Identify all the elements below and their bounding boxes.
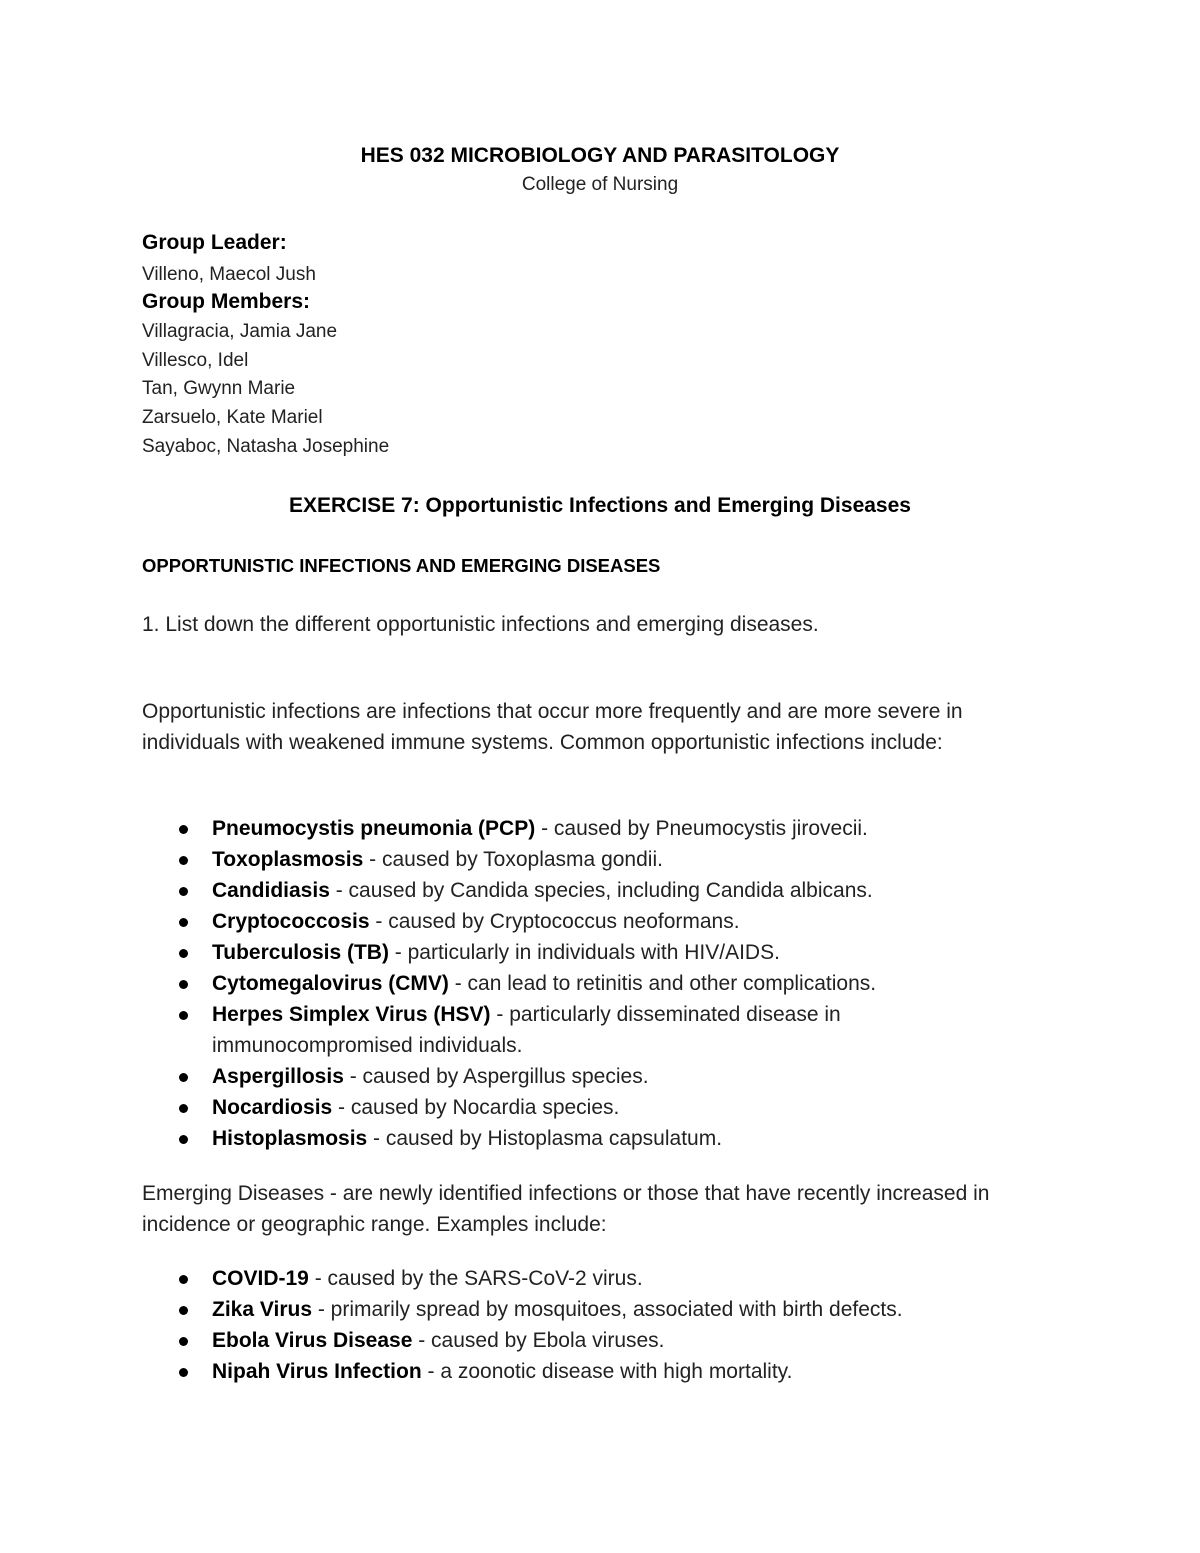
group-members-label: Group Members: xyxy=(142,290,311,313)
group-member: Zarsuelo, Kate Mariel xyxy=(142,407,323,429)
bullet-icon xyxy=(179,1011,188,1020)
item-term: Cryptococcosis xyxy=(212,910,370,933)
bullet-icon xyxy=(179,918,188,927)
item-desc: - caused by Histoplasma capsulatum. xyxy=(367,1127,723,1150)
list-item xyxy=(142,844,1042,875)
opportunistic-list xyxy=(142,813,1042,1154)
item-term: Histoplasmosis xyxy=(212,1127,368,1150)
item-desc: - caused by Candida species, including Candida albicans. xyxy=(329,879,873,902)
list-item xyxy=(142,813,1042,844)
emerging-list xyxy=(142,1263,1042,1387)
list-item xyxy=(142,1356,1042,1387)
list-item xyxy=(142,1061,1042,1092)
item-desc: - caused by Toxoplasma gondii. xyxy=(363,848,663,871)
item-desc: - caused by Ebola viruses. xyxy=(412,1329,665,1352)
bullet-icon xyxy=(179,949,188,958)
item-term: Ebola Virus Disease xyxy=(212,1329,413,1352)
item-term: Cytomegalovirus (CMV) xyxy=(212,972,449,995)
bullet-icon xyxy=(179,1104,188,1113)
bullet-icon xyxy=(179,1275,188,1284)
item-term: Nocardiosis xyxy=(212,1096,333,1119)
item-term: Tuberculosis (TB) xyxy=(212,941,389,964)
list-item xyxy=(142,937,1042,968)
item-desc: - primarily spread by mosquitoes, associated with birth defects. xyxy=(312,1298,903,1321)
opportunistic-intro: Opportunistic infections are infections that occur more frequently and are more severe in individuals with weakened immune systems. Common opportunistic infections include: xyxy=(142,700,963,754)
college-name: College of Nursing xyxy=(521,174,679,195)
group-member: Sayaboc, Natasha Josephine xyxy=(142,435,390,457)
item-desc: - a zoonotic disease with high mortality. xyxy=(421,1360,793,1383)
bullet-icon xyxy=(179,887,188,896)
bullet-icon xyxy=(179,1135,188,1144)
item-term: Toxoplasmosis xyxy=(212,848,364,871)
question-text: 1. List down the different opportunistic infections and emerging diseases. xyxy=(142,613,819,636)
bullet-icon xyxy=(179,825,188,834)
list-item xyxy=(142,906,1042,937)
item-desc: - caused by Nocardia species. xyxy=(332,1096,620,1119)
item-desc: - caused by Pneumocystis jirovecii. xyxy=(535,817,868,840)
item-term: Candidiasis xyxy=(212,879,330,902)
group-leader-label: Group Leader: xyxy=(142,231,287,254)
item-desc: - caused by Aspergillus species. xyxy=(343,1065,649,1088)
list-item xyxy=(142,968,1042,999)
item-desc: - particularly in individuals with HIV/AIDS. xyxy=(388,941,780,964)
list-item xyxy=(142,1294,1042,1325)
bullet-icon xyxy=(179,856,188,865)
list-item xyxy=(142,999,1042,1061)
item-desc: - caused by the SARS-CoV-2 virus. xyxy=(308,1267,643,1290)
item-term: Aspergillosis xyxy=(212,1065,344,1088)
item-term: Pneumocystis pneumonia (PCP) xyxy=(212,817,536,840)
group-member: Villagracia, Jamia Jane xyxy=(142,321,338,342)
group-member: Tan, Gwynn Marie xyxy=(142,378,296,400)
item-desc: - can lead to retinitis and other complications. xyxy=(448,972,877,995)
bullet-icon xyxy=(179,1073,188,1082)
item-term: Zika Virus xyxy=(212,1298,312,1321)
list-item xyxy=(142,1123,1042,1154)
list-item xyxy=(142,875,1042,906)
item-term: Herpes Simplex Virus (HSV) xyxy=(212,1003,491,1026)
item-term: COVID-19 xyxy=(212,1267,309,1290)
list-item xyxy=(142,1092,1042,1123)
course-title: HES 032 MICROBIOLOGY AND PARASITOLOGY xyxy=(360,144,840,167)
list-item xyxy=(142,1263,1042,1294)
group-member: Villesco, Idel xyxy=(142,349,249,371)
exercise-title: EXERCISE 7: Opportunistic Infections and Emerging Diseases xyxy=(289,494,911,517)
bullet-icon xyxy=(179,980,188,989)
section-heading: OPPORTUNISTIC INFECTIONS AND EMERGING DISEASES xyxy=(142,555,661,576)
group-members-list xyxy=(142,318,1062,462)
item-term: Nipah Virus Infection xyxy=(212,1360,422,1383)
bullet-icon xyxy=(179,1306,188,1315)
item-desc: - particularly disseminated disease in immunocompromised individuals. xyxy=(212,1003,841,1057)
emerging-intro: Emerging Diseases - are newly identified infections or those that have recently increased in incidence or geographic range. Examples include: xyxy=(142,1182,990,1236)
group-leader-name: Villeno, Maecol Jush xyxy=(142,264,316,285)
bullet-icon xyxy=(179,1368,188,1377)
item-desc: - caused by Cryptococcus neoformans. xyxy=(369,910,740,933)
bullet-icon xyxy=(179,1337,188,1346)
list-item xyxy=(142,1325,1042,1356)
